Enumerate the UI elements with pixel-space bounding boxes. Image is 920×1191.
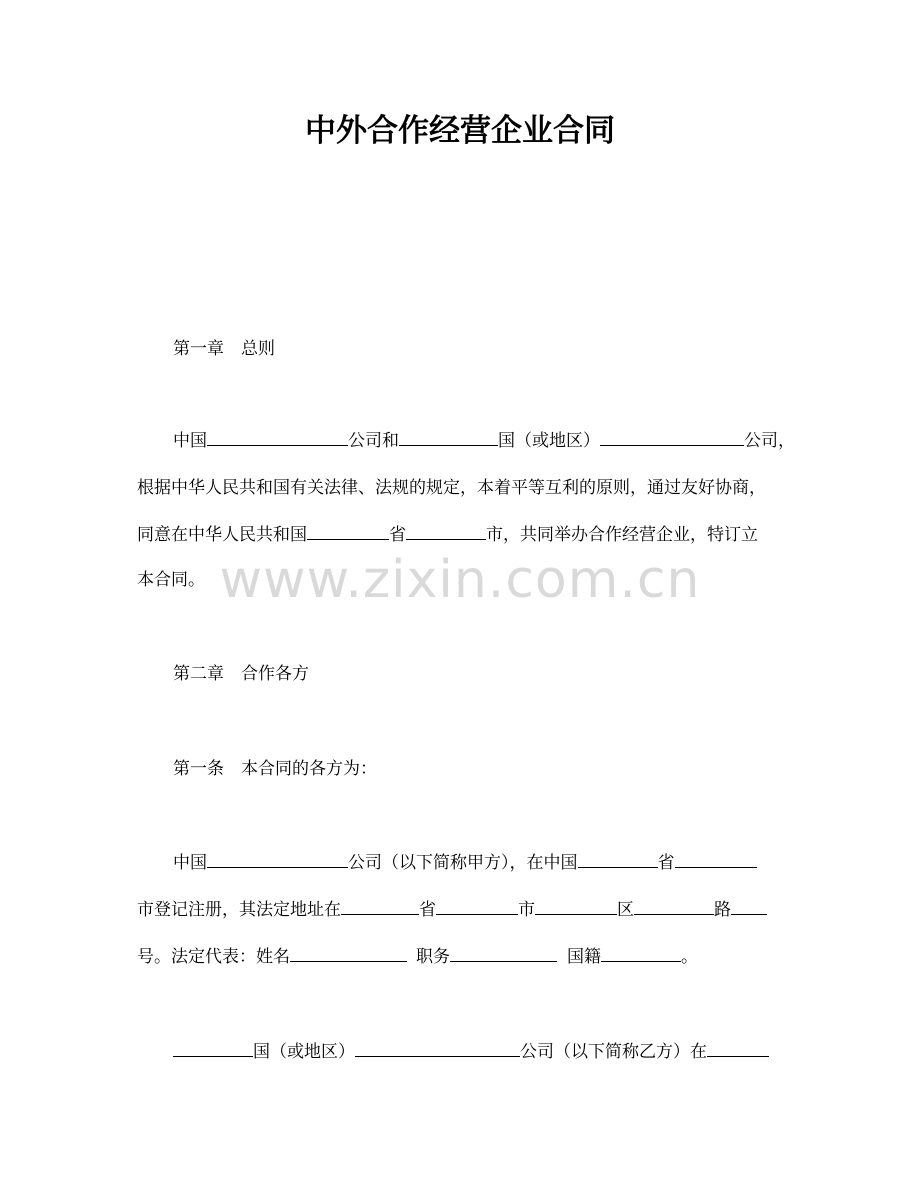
fill-in-blank [207, 850, 348, 868]
text-segment: 国（或地区） [253, 1042, 355, 1062]
text-segment: 公司（以下简称甲方），在中国 [348, 853, 578, 873]
article-1-heading: 第一条 本合同的各方为： [173, 759, 377, 779]
fill-in-blank [399, 428, 498, 446]
fill-in-blank [436, 897, 518, 915]
fill-in-blank [450, 944, 557, 962]
chapter-1-paragraph-line-3 [137, 522, 758, 547]
text-segment: 公司（以下简称乙方）在 [520, 1042, 707, 1062]
party-a-line-2 [137, 897, 767, 922]
fill-in-blank [578, 850, 658, 868]
fill-in-blank [207, 428, 348, 446]
text-segment: 中国 [173, 853, 207, 873]
text-segment: 省 [657, 853, 675, 873]
text-segment: 公司和 [348, 431, 399, 451]
text-segment: 市登记注册，其法定地址在 [137, 900, 341, 920]
party-a-line-3 [137, 944, 698, 969]
fill-in-blank [707, 1039, 769, 1057]
text-segment: 路 [714, 900, 731, 920]
fill-in-blank [731, 897, 767, 915]
fill-in-blank [634, 897, 714, 915]
party-a-line-1 [173, 850, 757, 875]
party-b-line-1 [173, 1039, 769, 1064]
fill-in-blank [307, 522, 389, 540]
fill-in-blank [675, 850, 757, 868]
text-segment: 公司， [744, 431, 795, 451]
fill-in-blank [173, 1039, 253, 1057]
text-segment: 中国 [173, 431, 207, 451]
fill-in-blank [355, 1039, 520, 1057]
fill-in-blank [535, 897, 617, 915]
fill-in-blank [406, 522, 486, 540]
text-segment: 省 [419, 900, 436, 920]
fill-in-blank [601, 944, 681, 962]
text-segment: 职务 [416, 947, 450, 967]
text-segment: 市，共同举办合作经营企业，特订立 [486, 525, 758, 545]
text-segment: 号。法定代表：姓名 [137, 947, 290, 967]
fill-in-blank [290, 944, 407, 962]
document-title: 中外合作经营企业合同 [305, 113, 615, 149]
chapter-2-heading: 第二章 合作各方 [173, 664, 309, 684]
text-segment: 区 [617, 900, 634, 920]
text-segment: 国籍 [567, 947, 601, 967]
chapter-1-heading: 第一章 总则 [173, 339, 275, 359]
text-segment: 市 [518, 900, 535, 920]
fill-in-blank [600, 428, 744, 446]
fill-in-blank [341, 897, 419, 915]
chapter-1-paragraph-line-2: 根据中华人民共和国有关法律、法规的规定，本着平等互利的原则，通过友好协商， [137, 478, 766, 498]
chapter-1-paragraph-line-1 [173, 428, 795, 453]
text-segment: 。 [681, 947, 698, 967]
text-segment: 国（或地区） [498, 431, 600, 451]
text-segment: 省 [389, 525, 406, 545]
chapter-1-paragraph-line-4: 本合同。 [137, 570, 205, 590]
watermark: www.zixin.com.cn [219, 550, 701, 610]
text-segment: 同意在中华人民共和国 [137, 525, 307, 545]
